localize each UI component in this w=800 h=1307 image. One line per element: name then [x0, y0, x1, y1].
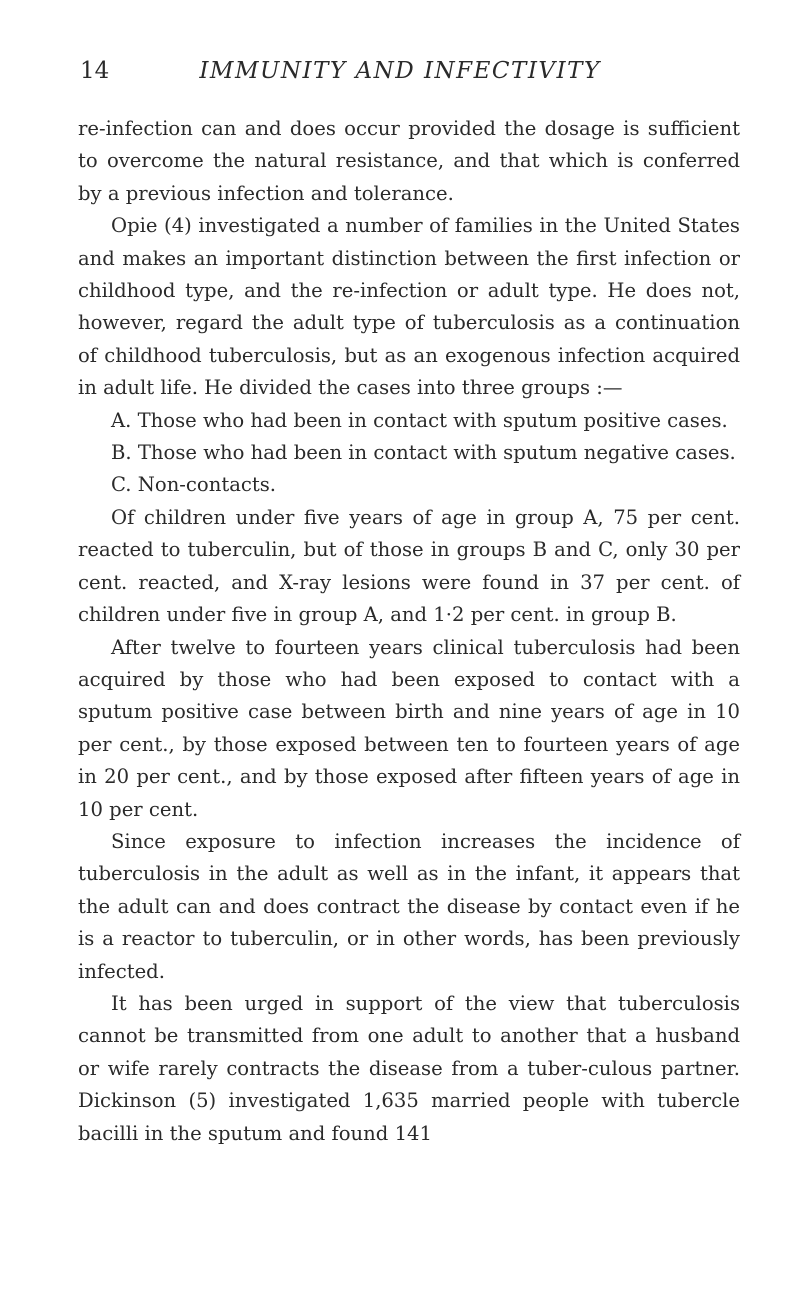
paragraph-opie: Opie (4) investigated a number of families in the United States and makes an important distinction between the first infection or childhood type, and the re-infection or adult type. He does not, however, regard the adult type of tuberculosis as a continuation of childhood tuberculosis, but as an exogenous infection acquired in adult life. He divided the cases into three groups :— [78, 214, 740, 400]
running-title: IMMUNITY AND INFECTIVITY [199, 58, 601, 84]
paragraph-children-under-five: Of children under five years of age in group A, 75 per cent. reacted to tuberculin, but of those in groups B and C, only 30 per cent. reacted, and X-ray lesions were found in 37 per cent. of children under five in group A, and 1·2 per cent. in group B. [78, 505, 740, 627]
paragraph-exposure-incidence: Since exposure to infection increases the incidence of tuberculosis in the adult as well as in the infant, it appears that the adult can and does contract the disease by contact even if he is a reactor to tuberculin, or in other words, has been previously infected. [78, 829, 740, 983]
body-text [78, 113, 740, 1150]
paragraph-continuation: re-infection can and does occur provided the dosage is sufficient to overcome the natural resistance, and that which is conferred by a previous infection and tolerance. [78, 117, 740, 205]
paragraph-dickinson: It has been urged in support of the view that tuberculosis cannot be transmitted from one adult to another that a husband or wife rarely contracts the disease from a tuber-culous partner. Dickinson (5) investigated 1,635 married people with tubercle bacilli in the sputum and found 141 [78, 991, 740, 1145]
list-item-group-a: A. Those who had been in contact with sputum positive cases. [111, 408, 728, 432]
paragraph-twelve-to-fourteen-years: After twelve to fourteen years clinical tuberculosis had been acquired by those who had been exposed to contact with a sputum positive case between birth and nine years of age in 10 per cent., by those exposed between ten to fourteen years of age in 20 per cent., and by those exposed after fifteen years of age in 10 per cent. [78, 635, 740, 821]
list-item-group-c: C. Non-contacts. [111, 473, 277, 497]
page-number: 14 [80, 58, 110, 84]
list-item-group-b: B. Those who had been in contact with sputum negative cases. [111, 441, 736, 465]
running-head [80, 56, 720, 96]
